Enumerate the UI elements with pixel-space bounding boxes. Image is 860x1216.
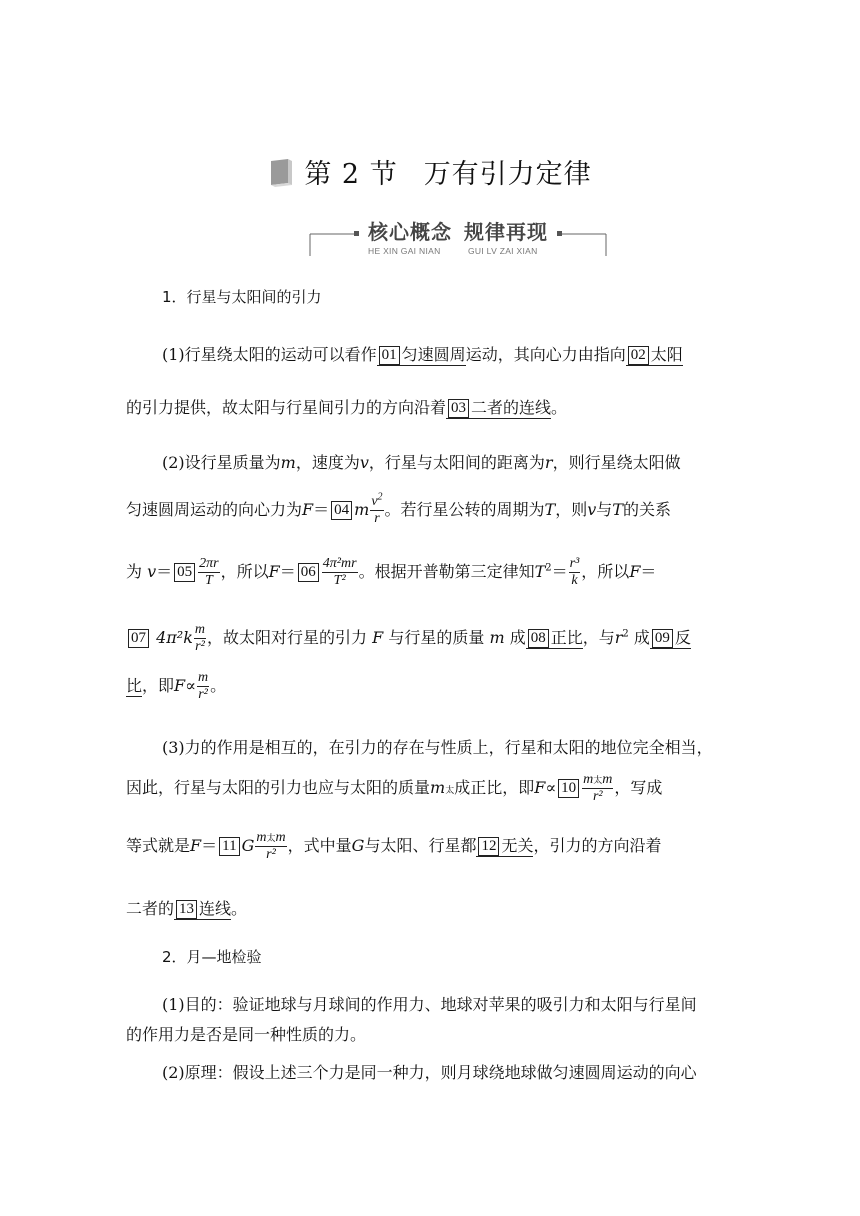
banner-pinyin-right: GUI LV ZAI XIAN <box>468 246 538 256</box>
para-2-line-2: 匀速圆周运动的向心力为F＝ 04 m $\frac{v^2}{r}$ 。若行星公转的周期为T，则v与T的关系 <box>126 491 671 526</box>
para-2-line-3: 为 v＝ 05 $\frac{2\pi r}{T}$ ，所以F＝ 06 $\frac{\text{4π²mr}}{\text{T²}}$ 。根据开普勒第三定律知$T^2=$ $\frac{\text{r³}}{k}$ ，所以F＝ <box>126 556 657 588</box>
blank-06: 06 <box>298 563 319 582</box>
blank-09: 09 <box>652 629 673 648</box>
para-3-line-3: 等式就是F＝ 11 G $\frac{\text{m太m}}{\text{r²}}$ ，式中量G与太阳、行星都 12 无关，引力的方向沿着 <box>126 830 662 862</box>
banner-right: 规律再现 <box>464 220 548 244</box>
para-3-line-1: (3)力的作用是相互的，在引力的存在与性质上，行星和太阳的地位完全相当， <box>162 738 713 757</box>
blank-01: 01 <box>379 346 400 365</box>
para-5-line-1: (2)原理：假设上述三个力是同一种力，则月球绕地球做匀速圆周运动的向心 <box>162 1063 697 1082</box>
fraction-v2-r: $\frac{v^2}{r}$ <box>371 491 383 526</box>
section-2-heading: 2．月—地检验 <box>162 948 262 966</box>
banner-pinyin-left: HE XIN GAI NIAN <box>368 246 441 256</box>
blank-02: 02 <box>628 346 649 365</box>
para-3-line-4: 二者的 13 连线。 <box>126 899 248 918</box>
section-title: 万有引力定律 <box>423 159 592 190</box>
blank-10: 10 <box>558 779 579 798</box>
blank-13: 13 <box>176 900 197 919</box>
blank-11: 11 <box>219 837 239 856</box>
blank-08: 08 <box>528 629 549 648</box>
blank-04: 04 <box>331 501 352 520</box>
blank-05: 05 <box>174 563 195 582</box>
para-2-line-4: 07 4π²k $\frac{m}{\text{r²}}$ ，故太阳对行星的引力 F 与行星的质量 m 成 08 正比，与$r^2$ 成 09 反 <box>126 622 691 655</box>
para-2-line-1: (2)设行星质量为m，速度为v，行星与太阳间的距离为r，则行星绕太阳做 <box>162 453 681 472</box>
para-1-line-2: 的引力提供，故太阳与行星间引力的方向沿着 03 二者的连线。 <box>126 398 568 417</box>
blank-12: 12 <box>478 837 499 856</box>
section-banner <box>308 212 608 260</box>
page-title: 第 2 节 万有引力定律 <box>0 152 860 194</box>
para-1-line-1: (1)行星绕太阳的运动可以看作 01 匀速圆周运动，其向心力由指向 02 太阳 <box>162 345 683 364</box>
para-4-line-2: 的作用力是否是同一种性质的力。 <box>126 1025 367 1044</box>
blank-07: 07 <box>128 629 149 648</box>
section-1-heading: 1．行星与太阳间的引力 <box>162 288 322 306</box>
blank-03: 03 <box>448 399 469 418</box>
book-icon <box>268 157 294 194</box>
para-4-line-1: (1)目的：验证地球与月球间的作用力、地球对苹果的吸引力和太阳与行星间 <box>162 995 697 1014</box>
para-3-line-2: 因此，行星与太阳的引力也应与太阳的质量m太成正比，即F∝ 10 $\frac{\text{m太m}}{\text{r²}}$ ，写成 <box>126 772 663 804</box>
para-2-line-5: 比，即F∝ $\frac{m}{\text{r²}}$ 。 <box>126 670 227 702</box>
banner-left: 核心概念 <box>368 220 452 244</box>
